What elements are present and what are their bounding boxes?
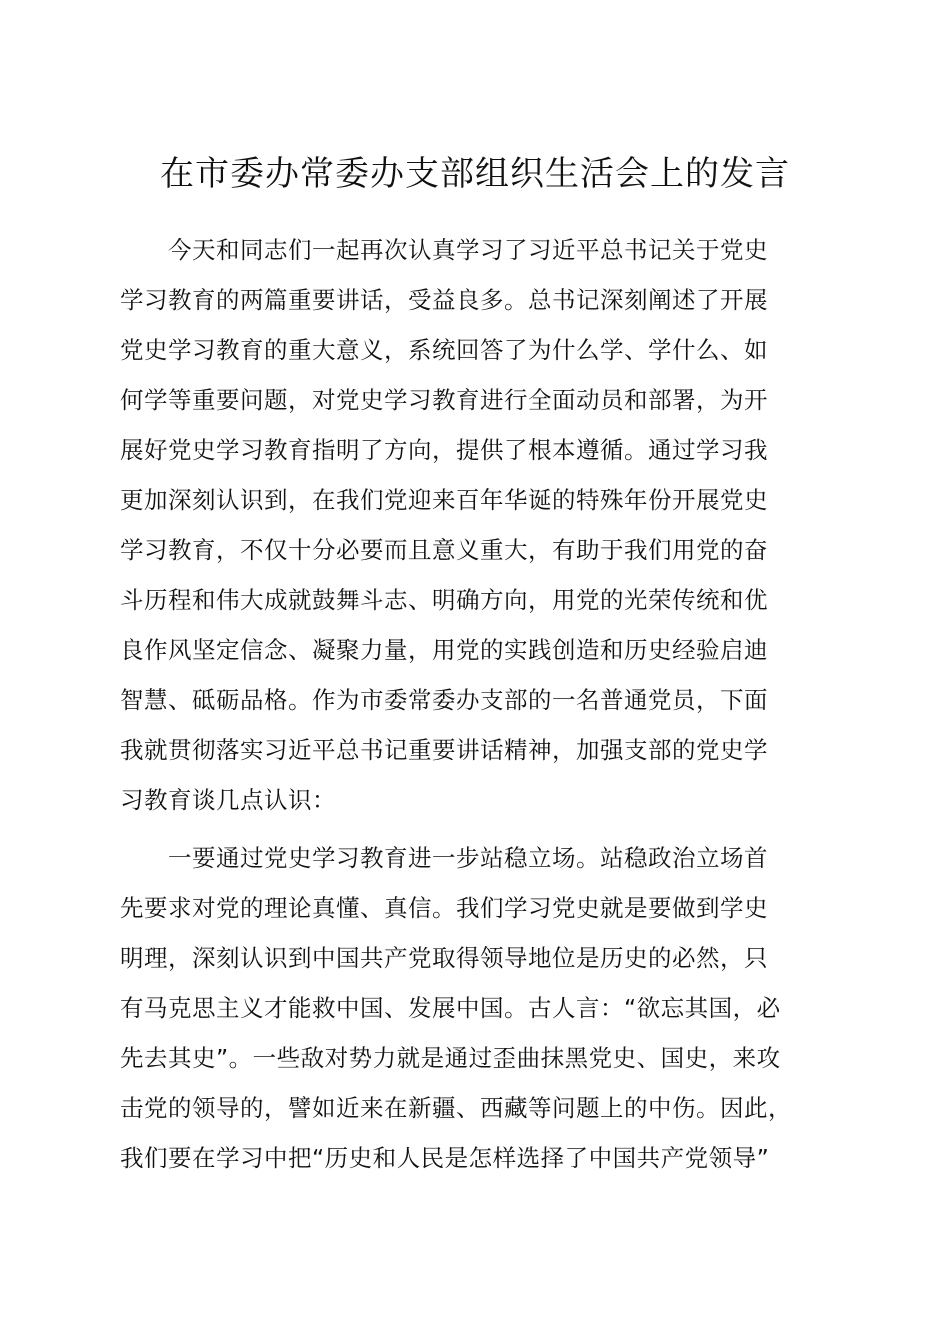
text-line: 有马克思主义才能救中国、发展中国。古人言：“欲忘其国，必 bbox=[120, 994, 781, 1022]
text-line: 何学等重要问题，对党史学习教育进行全面动员和部署，为开 bbox=[120, 386, 768, 414]
text-line: 展好党史学习教育指明了方向，提供了根本遵循。通过学习我 bbox=[120, 436, 768, 464]
text-line: 良作风坚定信念、凝聚力量，用党的实践创造和历史经验启迪 bbox=[120, 636, 768, 664]
paragraph-intro bbox=[120, 225, 840, 825]
document-title: 在市委办常委办支部组织生活会上的发言 bbox=[160, 154, 790, 194]
paragraph-point-one bbox=[120, 833, 840, 1183]
text-line: 先去其史”。一些敌对势力就是通过歪曲抹黑党史、国史，来攻 bbox=[120, 1044, 781, 1072]
text-line: 我就贯彻落实习近平总书记重要讲话精神，加强支部的党史学 bbox=[120, 736, 768, 764]
text-line: 更加深刻认识到，在我们党迎来百年华诞的特殊年份开展党史 bbox=[120, 486, 768, 514]
text-line: 斗历程和伟大成就鼓舞斗志、明确方向，用党的光荣传统和优 bbox=[120, 586, 768, 614]
text-line: 明理，深刻认识到中国共产党取得领导地位是历史的必然，只 bbox=[120, 944, 768, 972]
text-line: 学习教育的两篇重要讲话，受益良多。总书记深刻阐述了开展 bbox=[120, 286, 768, 314]
text-line: 智慧、砥砺品格。作为市委常委办支部的一名普通党员，下面 bbox=[120, 686, 768, 714]
text-line: 学习教育，不仅十分必要而且意义重大，有助于我们用党的奋 bbox=[120, 536, 768, 564]
text-line: 一要通过党史学习教育进一步站稳立场。站稳政治立场首 bbox=[168, 844, 768, 872]
text-line: 击党的领导的，譬如近来在新疆、西藏等问题上的中伤。因此， bbox=[120, 1094, 792, 1122]
text-line: 党史学习教育的重大意义，系统回答了为什么学、学什么、如 bbox=[120, 336, 768, 364]
text-line: 习教育谈几点认识： bbox=[120, 786, 336, 814]
text-line: 先要求对党的理论真懂、真信。我们学习党史就是要做到学史 bbox=[120, 894, 768, 922]
text-line: 我们要在学习中把“历史和人民是怎样选择了中国共产党领导” bbox=[120, 1144, 770, 1172]
text-line: 今天和同志们一起再次认真学习了习近平总书记关于党史 bbox=[168, 236, 768, 264]
